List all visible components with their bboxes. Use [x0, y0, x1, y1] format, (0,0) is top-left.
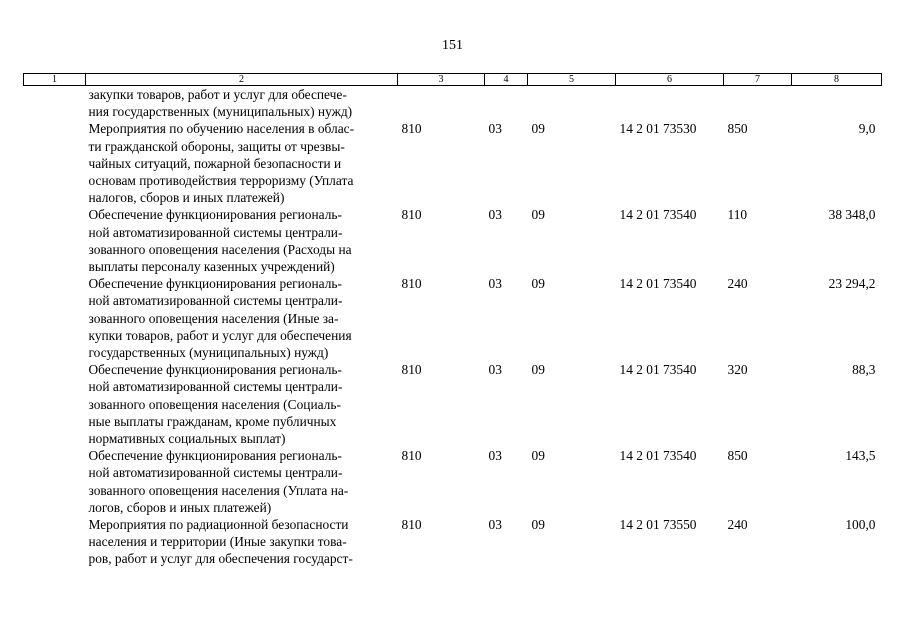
target-article-code: 14 2 01 73540	[619, 276, 697, 292]
column-number: 8	[792, 74, 882, 86]
subsection-code: 09	[531, 448, 545, 464]
section-code: 03	[488, 517, 502, 533]
text-line: ров, работ и услуг для обеспечения государст-	[88, 551, 353, 567]
column-number: 1	[24, 74, 86, 86]
expense-type-code: 850	[727, 121, 748, 137]
table-row	[24, 275, 882, 361]
row-description	[86, 361, 398, 447]
amount: 9,0	[858, 121, 876, 137]
ministry-code: 810	[401, 276, 422, 292]
text-line: Мероприятия по обучению населения в облас-	[88, 121, 355, 137]
text-line: Обеспечение функционирования региональ-	[88, 276, 342, 292]
expense-type-code: 240	[727, 517, 748, 533]
text-line: ния государственных (муниципальных) нужд)	[88, 104, 353, 120]
text-line: Мероприятия по радиационной безопасности	[88, 517, 349, 533]
section-code: 03	[488, 121, 502, 137]
table-row	[24, 447, 882, 516]
subsection-code: 09	[531, 121, 545, 137]
target-article-code: 14 2 01 73530	[619, 121, 697, 137]
text-line: Обеспечение функционирования региональ-	[88, 207, 342, 223]
cell-empty	[24, 275, 86, 361]
amount: 100,0	[845, 517, 876, 533]
amount: 38 348,0	[828, 207, 876, 223]
text-line: ной автоматизированной системы централи-	[88, 224, 343, 240]
column-number-row	[24, 74, 882, 86]
ministry-code: 810	[401, 362, 422, 378]
column-number: 6	[616, 74, 724, 86]
text-line: ной автоматизированной системы централи-	[88, 379, 343, 395]
cell-empty	[485, 86, 528, 121]
budget-table	[23, 73, 882, 568]
row-description	[86, 516, 398, 568]
cell-empty	[24, 361, 86, 447]
text-line: налогов, сборов и иных платежей)	[88, 190, 285, 206]
text-line: ной автоматизированной системы централи-	[88, 465, 343, 481]
column-number: 2	[86, 74, 398, 86]
section-code: 03	[488, 276, 502, 292]
cell-empty	[792, 86, 882, 121]
amount: 23 294,2	[828, 276, 876, 292]
expense-type-code: 850	[727, 448, 748, 464]
text-line: логов, сборов и иных платежей)	[88, 499, 272, 515]
column-number: 4	[485, 74, 528, 86]
cell-empty	[24, 206, 86, 275]
text-line: купки товаров, работ и услуг для обеспечения	[88, 327, 352, 343]
cell-empty	[398, 86, 485, 121]
section-code: 03	[488, 362, 502, 378]
continuation-text	[86, 86, 398, 121]
subsection-code: 09	[531, 362, 545, 378]
row-description	[86, 206, 398, 275]
text-line: закупки товаров, работ и услуг для обеспече-	[88, 87, 347, 102]
ministry-code: 810	[401, 448, 422, 464]
page-number: 151	[442, 38, 463, 53]
target-article-code: 14 2 01 73550	[619, 517, 697, 533]
text-line: основам противодействия терроризму (Уплата	[88, 173, 354, 189]
subsection-code: 09	[531, 276, 545, 292]
target-article-code: 14 2 01 73540	[619, 448, 697, 464]
expense-type-code: 110	[727, 207, 748, 223]
text-line: Обеспечение функционирования региональ-	[88, 448, 342, 464]
text-line: ти гражданской обороны, защиты от чрезвы-	[88, 138, 345, 154]
text-line: зованного оповещения населения (Расходы на	[88, 241, 352, 257]
continuation-row	[24, 86, 882, 121]
table-row	[24, 120, 882, 206]
ministry-code: 810	[401, 207, 422, 223]
cell-empty	[528, 86, 616, 121]
amount: 143,5	[845, 448, 876, 464]
target-article-code: 14 2 01 73540	[619, 207, 697, 223]
table-row	[24, 516, 882, 568]
section-code: 03	[488, 207, 502, 223]
text-line: Обеспечение функционирования региональ-	[88, 362, 342, 378]
row-description	[86, 275, 398, 361]
cell-empty	[24, 86, 86, 121]
table-row	[24, 206, 882, 275]
section-code: 03	[488, 448, 502, 464]
expense-type-code: 320	[727, 362, 748, 378]
cell-empty	[24, 516, 86, 568]
expense-type-code: 240	[727, 276, 748, 292]
ministry-code: 810	[401, 121, 422, 137]
ministry-code: 810	[401, 517, 422, 533]
text-line: ные выплаты гражданам, кроме публичных	[88, 413, 337, 429]
column-number: 3	[398, 74, 485, 86]
row-description	[86, 447, 398, 516]
column-number: 7	[724, 74, 792, 86]
text-line: чайных ситуаций, пожарной безопасности и	[88, 155, 342, 171]
text-line: зованного оповещения населения (Иные за-	[88, 310, 339, 326]
text-line: зованного оповещения населения (Социаль-	[88, 396, 341, 412]
table-row	[24, 361, 882, 447]
text-line: государственных (муниципальных) нужд)	[88, 345, 329, 361]
table-body	[24, 86, 882, 568]
cell-empty	[724, 86, 792, 121]
cell-empty	[616, 86, 724, 121]
subsection-code: 09	[531, 207, 545, 223]
target-article-code: 14 2 01 73540	[619, 362, 697, 378]
amount: 88,3	[852, 362, 876, 378]
text-line: ной автоматизированной системы централи-	[88, 293, 343, 309]
text-line: выплаты персоналу казенных учреждений)	[88, 259, 335, 275]
column-number: 5	[528, 74, 616, 86]
row-description	[86, 120, 398, 206]
text-line: зованного оповещения населения (Уплата на-	[88, 482, 349, 498]
cell-empty	[24, 120, 86, 206]
subsection-code: 09	[531, 517, 545, 533]
text-line: нормативных социальных выплат)	[88, 431, 286, 447]
text-line: населения и территории (Иные закупки това-	[88, 534, 347, 550]
cell-empty	[24, 447, 86, 516]
